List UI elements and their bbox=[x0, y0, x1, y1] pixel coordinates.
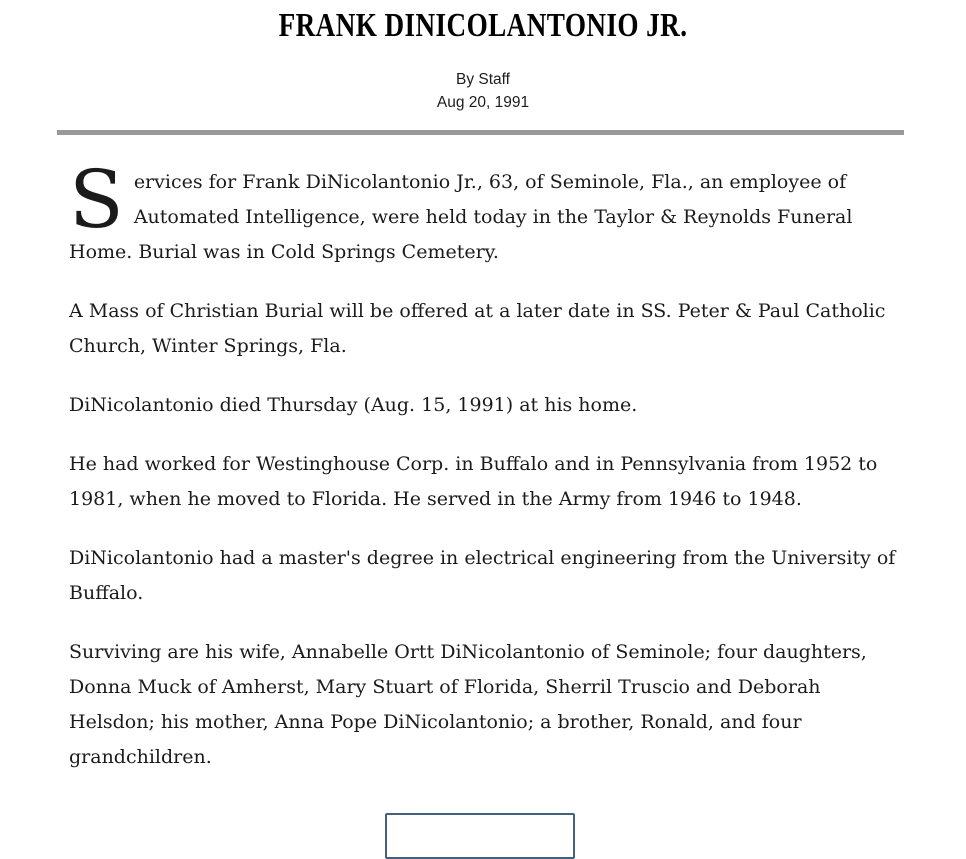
divider bbox=[57, 130, 904, 135]
article-page bbox=[0, 6, 966, 828]
article-title: FRANK DINICOLANTONIO JR. bbox=[278, 7, 688, 44]
show-more-button[interactable] bbox=[385, 813, 575, 859]
byline-block bbox=[0, 68, 966, 114]
article-paragraph: DiNicolantonio died Thursday (Aug. 15, 1991) at his home. bbox=[69, 394, 638, 416]
article-body bbox=[69, 153, 903, 775]
article-paragraph: Surviving are his wife, Annabelle Ortt DiNicolantonio of Seminole; four daughters, Donna Muck of Amherst, Mary Stuart of Florida, Sherril Truscio and Deborah Helsdon; his mother, Anna Pope DiNicolantonio; a brother, Ronald, and four grandchildren. bbox=[69, 641, 867, 768]
article-paragraph: He had worked for Westinghouse Corp. in Buffalo and in Pennsylvania from 1952 to 1981, when he moved to Florida. He served in the Army from 1946 to 1948. bbox=[69, 453, 878, 510]
paragraph-text: ervices for Frank DiNicolantonio Jr., 63, of Seminole, Fla., an employee of Automated Intelligence, were held today in the Taylor & Reynolds Funeral Home. Burial was in Cold Springs Cemetery. bbox=[69, 171, 853, 263]
publish-date: Aug 20, 1991 bbox=[436, 94, 530, 111]
article-header bbox=[0, 6, 966, 114]
article-paragraph bbox=[69, 153, 903, 270]
byline-author: By Staff bbox=[456, 71, 510, 88]
article-paragraph: A Mass of Christian Burial will be offered at a later date in SS. Peter & Paul Catholic Church, Winter Springs, Fla. bbox=[69, 300, 886, 357]
article-paragraph: DiNicolantonio had a master's degree in electrical engineering from the University of Buffalo. bbox=[69, 547, 896, 604]
drop-cap: S bbox=[69, 153, 124, 246]
